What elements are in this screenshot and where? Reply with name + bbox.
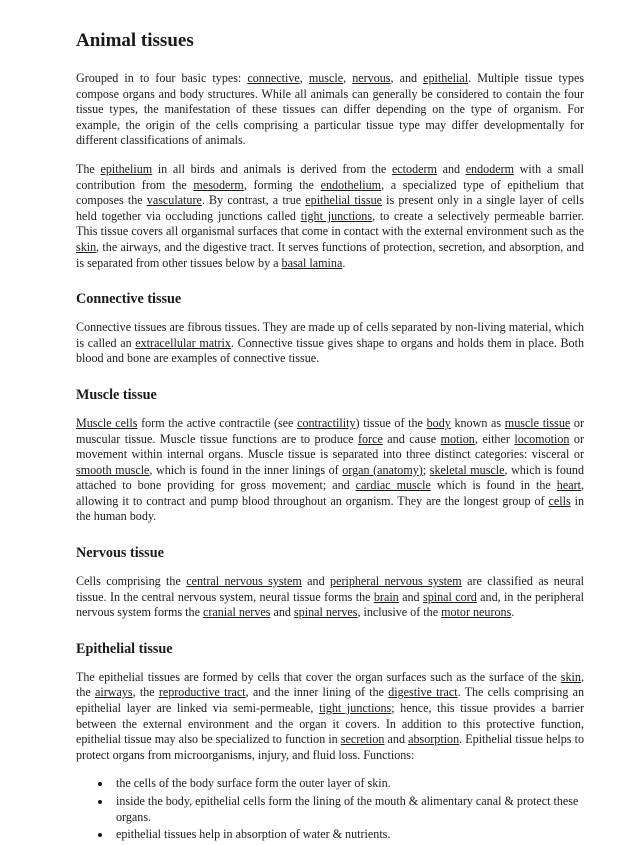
functions-list [76, 776, 584, 842]
inline-link[interactable]: vasculature [146, 193, 202, 208]
inline-link[interactable]: organ (anatomy) [342, 462, 423, 477]
inline-link[interactable]: heart [556, 478, 581, 493]
inline-link[interactable]: reproductive tract [158, 685, 246, 700]
inline-link[interactable]: extracellular matrix [135, 335, 231, 350]
inline-link[interactable]: skin [560, 669, 581, 684]
section-heading-epithelial: Epithelial tissue [76, 640, 173, 657]
inline-link[interactable]: epithelial [423, 71, 469, 85]
inline-link[interactable]: cardiac muscle [355, 478, 431, 493]
inline-link[interactable]: muscle [308, 71, 344, 85]
section-heading-connective: Connective tissue [76, 291, 182, 308]
inline-link[interactable]: epithelial tissue [305, 193, 382, 208]
inline-link[interactable]: contractility [297, 415, 356, 430]
inline-link[interactable]: mesoderm [193, 177, 244, 192]
muscle-paragraph: Muscle cells form the active contractile (see contractility) tissue of the body known as muscle tissue or muscular tissue. Muscle tissue functions are to produce force and cause motion, either locomotion or movement within internal organs. Muscle tissue is separated into three distinct categories: visceral or smooth muscle, which is found in the inner linings of organ (anatomy); skeletal muscle, which is found attached to bone providing for gross movement; and cardiac muscle which is found in the heart, allowing it to contract and pump blood throughout an organism. They are the longest group of cells in the human body. [76, 415, 585, 524]
epithelial-paragraph: The epithelial tissues are formed by cells that cover the organ surfaces such as the surface of the skin, the airways, the reproductive tract, and the inner lining of the digestive tract. The cells comprising an epithelial layer are linked via semi-permeable, tight junctions; hence, this tissue provides a barrier between the external environment and the organ it covers. In addition to this protective function, epithelial tissue may also be specialized to function in secretion and absorption. Epithelial tissue helps to protect organs from microorganisms, injury, and fluid loss. Functions: [76, 669, 585, 762]
inline-link[interactable]: basal lamina [281, 255, 343, 270]
inline-link[interactable]: spinal nerves [293, 605, 358, 620]
inline-link[interactable]: central nervous system [186, 574, 302, 589]
inline-link[interactable]: endothelium [320, 177, 382, 192]
inline-link[interactable]: cells [548, 493, 571, 508]
intro-paragraph: Grouped in to four basic types: connective, muscle, nervous, and epithelial. Multiple tissue types compose organs and body structures. While all animals can generally be considered to contain the four tissue types, the manifestation of these tissues can differ depending on the type of organism. For example, the origin of the cells comprising a particular tissue type may differ developmentally for different classifications of animals. [76, 71, 585, 148]
inline-link[interactable]: ectoderm [391, 161, 437, 176]
inline-link[interactable]: force [357, 431, 383, 446]
inline-link[interactable]: endoderm [465, 161, 515, 176]
inline-link[interactable]: Muscle cells [76, 415, 138, 430]
inline-link[interactable]: locomotion [514, 431, 570, 446]
page-title: Animal tissues [76, 30, 194, 51]
inline-link[interactable]: cranial nerves [202, 605, 271, 620]
inline-link[interactable]: airways [94, 685, 133, 700]
inline-link[interactable]: spinal cord [422, 589, 477, 604]
inline-link[interactable]: absorption [408, 732, 460, 747]
inline-link[interactable]: epithelium [100, 161, 153, 176]
list-item: • epithelial tissues help in absorption of water & nutrients. [112, 827, 584, 843]
inline-link[interactable]: tight junctions [319, 701, 392, 716]
inline-link[interactable]: peripheral nervous system [330, 574, 462, 589]
inline-link[interactable]: brain [373, 589, 399, 604]
inline-link[interactable]: motor neurons [441, 605, 512, 620]
document-page [76, 30, 584, 845]
inline-link[interactable]: smooth muscle [76, 462, 150, 477]
inline-link[interactable]: nervous [352, 71, 391, 85]
inline-link[interactable]: muscle tissue [504, 415, 571, 430]
inline-link[interactable]: digestive tract [388, 685, 458, 700]
inline-link[interactable]: tight junctions [300, 208, 373, 223]
inline-link[interactable]: motion [440, 431, 475, 446]
inline-link[interactable]: secretion [340, 732, 385, 747]
inline-link[interactable]: body [426, 415, 451, 430]
connective-paragraph: Connective tissues are fibrous tissues. They are made up of cells separated by non-living material, which is called an extracellular matrix. Connective tissue gives shape to organs and holds them in place. Both blood and bone are examples of connective tissue. [76, 320, 584, 366]
nervous-paragraph: Cells comprising the central nervous system and peripheral nervous system are classified as neural tissue. In the central nervous system, neural tissue forms the brain and spinal cord and, in the peripheral nervous system forms the cranial nerves and spinal nerves, inclusive of the motor neurons. [76, 574, 585, 620]
inline-link[interactable]: connective [247, 71, 300, 85]
inline-link[interactable]: skin [76, 239, 97, 254]
epithelium-paragraph: The epithelium in all birds and animals is derived from the ectoderm and endoderm with a small contribution from the mesoderm, forming the endothelium, a specialized type of epithelium that composes the vasculature. By contrast, a true epithelial tissue is present only in a single layer of cells held together via occluding junctions called tight junctions, to create a selectively permeable barrier. This tissue covers all organismal surfaces that come in contact with the external environment such as the skin, the airways, and the digestive tract. It serves functions of protection, secretion, and absorption, and is separated from other tissues below by a basal lamina. [76, 161, 585, 270]
list-item: • the cells of the body surface form the outer layer of skin. [112, 776, 584, 792]
inline-link[interactable]: skeletal muscle [429, 462, 505, 477]
list-item: • inside the body, epithelial cells form the lining of the mouth & alimentary canal & protect these organs. [112, 794, 584, 825]
section-heading-nervous: Nervous tissue [76, 545, 164, 562]
section-heading-muscle: Muscle tissue [76, 386, 157, 403]
